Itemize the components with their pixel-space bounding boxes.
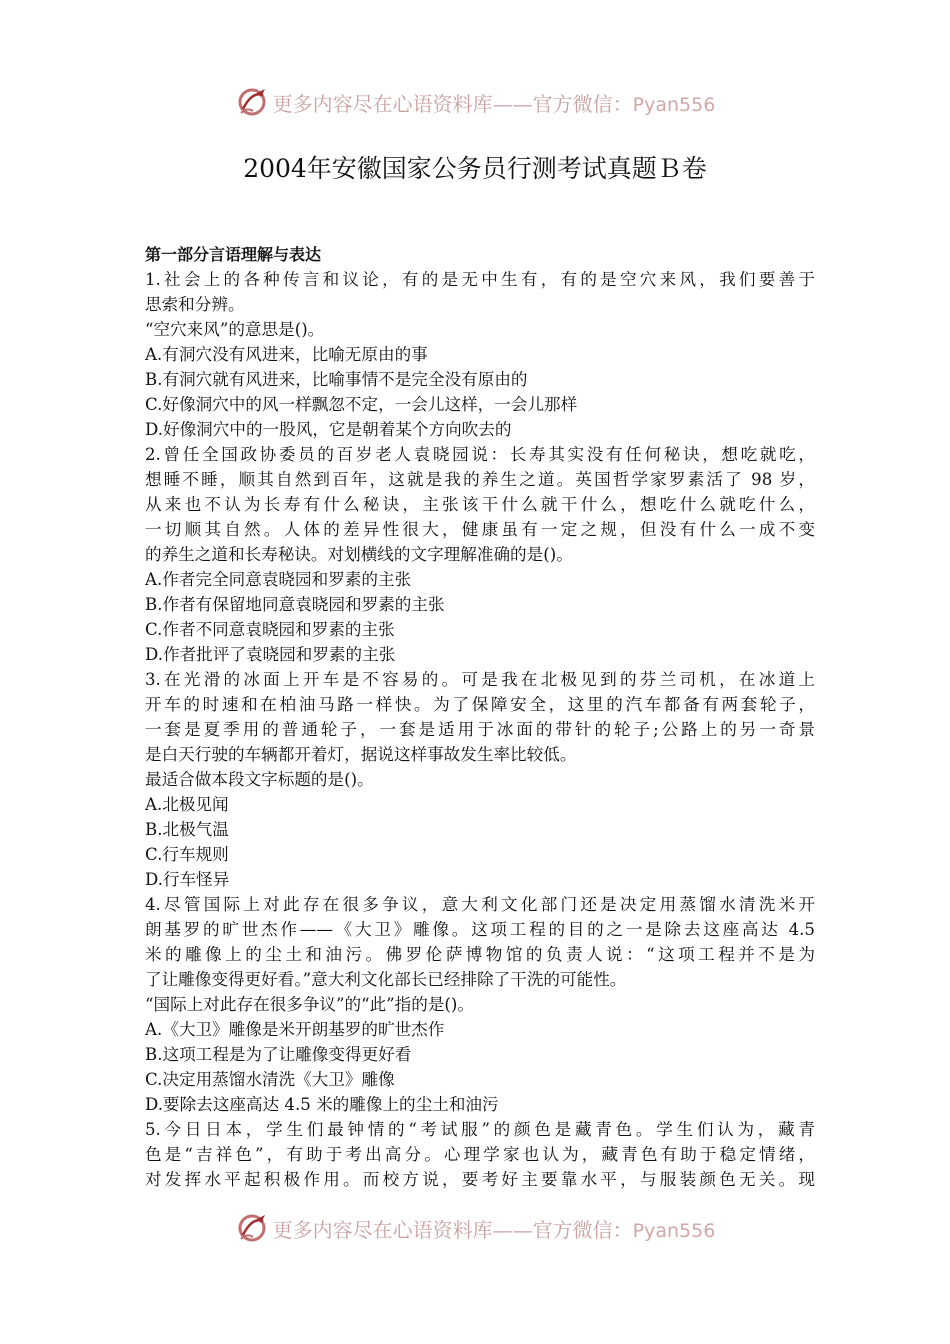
text-line: A.作者完全同意袁晓园和罗素的主张 <box>145 570 412 589</box>
text-line: 对发挥水平起积极作用。而校方说，要考好主要靠水平，与服装颜色无关。现 <box>145 1170 815 1189</box>
banner-main-text: 更多内容尽在心语资料库 <box>272 1217 493 1242</box>
banner-main-text: 更多内容尽在心语资料库 <box>272 91 493 116</box>
text-line: 5.今日日本，学生们最钟情的“考试服”的颜色是藏青色。学生们认为，藏青 <box>145 1120 815 1139</box>
text-line: B.这项工程是为了让雕像变得更好看 <box>145 1045 412 1064</box>
header-banner <box>0 82 950 122</box>
text-line: D.要除去这座高达 4.5 米的雕像上的尘土和油污 <box>145 1095 499 1114</box>
text-line: B.作者有保留地同意袁晓园和罗素的主张 <box>145 595 445 614</box>
banner-dash: —— <box>492 91 533 116</box>
text-line: 2.曾任全国政协委员的百岁老人袁晓园说：长寿其实没有任何秘诀，想吃就吃， <box>145 445 815 464</box>
text-line: C.作者不同意袁晓园和罗素的主张 <box>145 620 395 639</box>
text-line: 的养生之道和长寿秘诀。对划横线的文字理解准确的是()。 <box>145 545 573 564</box>
text-line: 色是“吉祥色”，有助于考出高分。心理学家也认为，藏青色有助于稳定情绪， <box>145 1145 815 1164</box>
text-line: “国际上对此存在很多争议”的“此”指的是()。 <box>145 995 474 1014</box>
section-heading: 第一部分言语理解与表达 <box>145 245 322 264</box>
banner-wechat-id: Pyan556 <box>632 1219 716 1242</box>
text-line: “空穴来风”的意思是()。 <box>145 320 325 339</box>
text-line: 4.尽管国际上对此存在很多争议，意大利文化部门还是决定用蒸馏水清洗米开 <box>145 895 815 914</box>
text-line: 是白天行驶的车辆都开着灯，据说这样事故发生率比较低。 <box>145 745 577 764</box>
text-line: D.好像洞穴中的一股风，它是朝着某个方向吹去的 <box>145 420 512 439</box>
text-line: 最适合做本段文字标题的是()。 <box>145 770 374 789</box>
text-line: C.决定用蒸馏水清洗《大卫》雕像 <box>145 1070 395 1089</box>
text-line: D.行车怪异 <box>145 870 230 889</box>
text-line: 1.社会上的各种传言和议论，有的是无中生有，有的是空穴来风，我们要善于 <box>145 270 815 289</box>
document-title: 2004年安徽国家公务员行测考试真题Ｂ卷 <box>243 154 707 183</box>
text-line: C.行车规则 <box>145 845 229 864</box>
banner-text <box>273 88 716 117</box>
text-line: 了让雕像变得更好看。”意大利文化部长已经排除了干洗的可能性。 <box>145 970 627 989</box>
text-line: 3.在光滑的冰面上开车是不容易的。可是我在北极见到的芬兰司机，在冰道上 <box>145 670 815 689</box>
pen-swirl-logo-icon <box>235 85 269 119</box>
footer-banner <box>0 1208 950 1248</box>
text-line: B.北极气温 <box>145 820 229 839</box>
text-line: A.《大卫》雕像是米开朗基罗的旷世杰作 <box>145 1020 445 1039</box>
banner-wechat-label: 官方微信： <box>532 91 633 116</box>
text-line: 朗基罗的旷世杰作——《大卫》雕像。这项工程的目的之一是除去这座高达 4.5 <box>145 920 815 939</box>
text-line: 从来也不认为长寿有什么秘诀，主张该干什么就干什么，想吃什么就吃什么， <box>145 495 815 514</box>
text-line: 一套是夏季用的普通轮子，一套是适用于冰面的带针的轮子;公路上的另一奇景 <box>145 720 815 739</box>
document-body <box>145 242 815 1192</box>
banner-text <box>273 1214 716 1243</box>
text-line: D.作者批评了袁晓园和罗素的主张 <box>145 645 396 664</box>
text-line: C.好像洞穴中的风一样飘忽不定，一会儿这样，一会儿那样 <box>145 395 578 414</box>
text-line: 米的雕像上的尘土和油污。佛罗伦萨博物馆的负责人说：“这项工程并不是为 <box>145 945 815 964</box>
text-line: 思索和分辨。 <box>145 295 245 314</box>
text-line: A.有洞穴没有风进来，比喻无原由的事 <box>145 345 428 364</box>
text-lines <box>145 267 815 1192</box>
text-line: A.北极见闻 <box>145 795 229 814</box>
text-line: 一切顺其自然。人体的差异性很大，健康虽有一定之规，但没有什么一成不变 <box>145 520 815 539</box>
text-line: 想睡不睡，顺其自然到百年，这就是我的养生之道。英国哲学家罗素活了 98 岁， <box>145 470 815 489</box>
text-line: B.有洞穴就有风进来，比喻事情不是完全没有原由的 <box>145 370 528 389</box>
text-line: 开车的时速和在柏油马路一样快。为了保障安全，这里的汽车都备有两套轮子， <box>145 695 815 714</box>
banner-dash: —— <box>492 1217 533 1242</box>
pen-swirl-logo-icon <box>235 1211 269 1245</box>
banner-wechat-id: Pyan556 <box>632 93 716 116</box>
banner-wechat-label: 官方微信： <box>532 1217 633 1242</box>
